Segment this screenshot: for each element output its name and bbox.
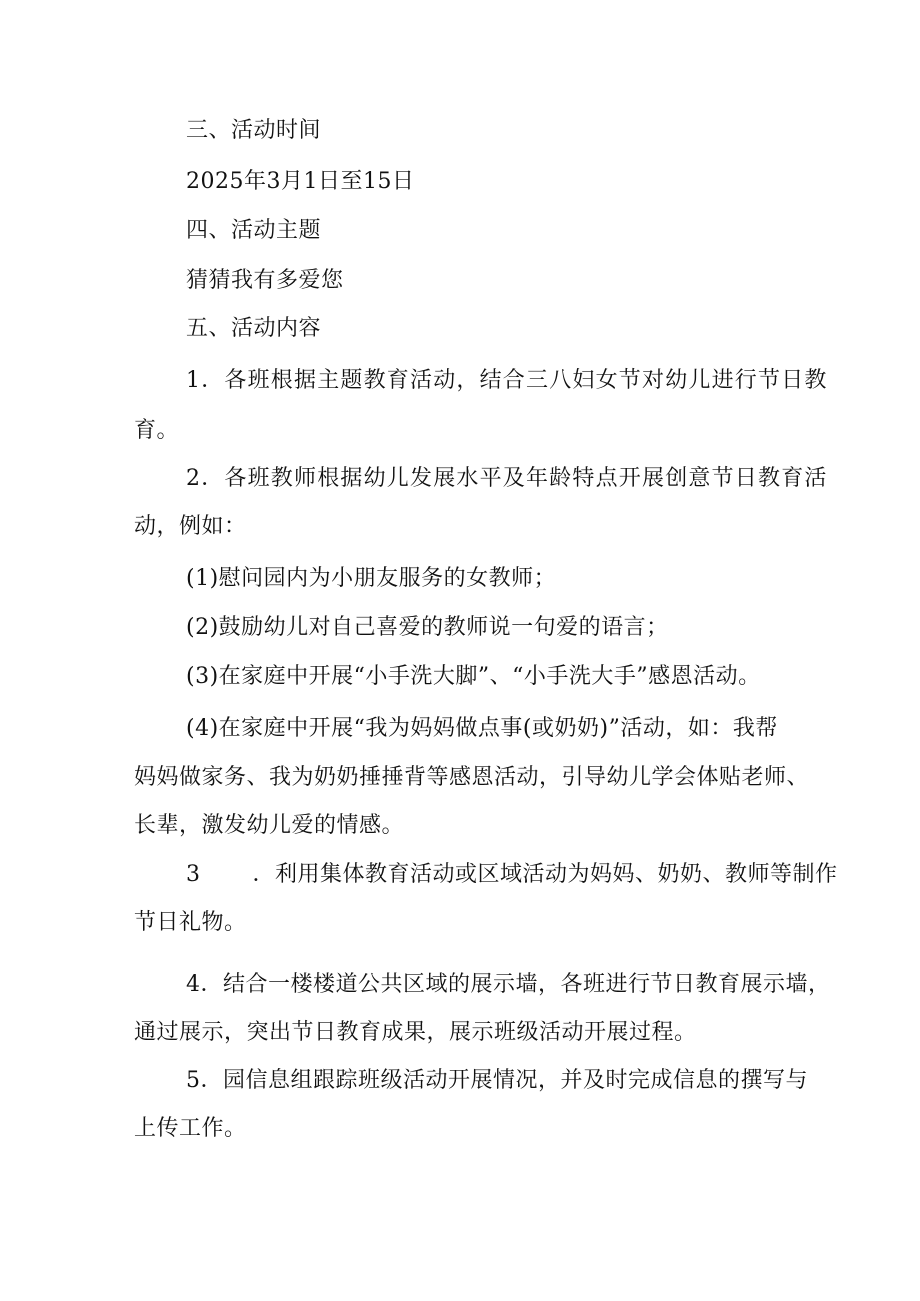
sub-item-2: (2)鼓励幼儿对自己喜爱的教师说一句爱的语言； [186, 615, 669, 640]
section3-heading: 三、活动时间 [186, 118, 322, 143]
item4-line2: 通过展示，突出节日教育成果，展示班级活动开展过程。 [134, 1020, 697, 1045]
activity-theme: 猜猜我有多爱您 [186, 268, 344, 293]
item1-line1: 1．各班根据主题教育活动，结合三八妇女节对幼儿进行节日教 [186, 368, 828, 393]
item3-line1 [186, 862, 838, 888]
section4-heading: 四、活动主题 [186, 218, 322, 243]
item4-line1: 4．结合一楼楼道公共区域的展示墙，各班进行节日教育展示墙， [186, 972, 831, 997]
item2-line2: 动，例如： [134, 514, 247, 539]
item5-line1: 5．园信息组跟踪班级活动开展情况，并及时完成信息的撰写与 [186, 1068, 808, 1093]
item3-text: ．利用集体教育活动或区域活动为妈妈、奶奶、教师等制作 [252, 862, 838, 887]
sub-item-4-line1: (4)在家庭中开展“我为妈妈做点事(或奶奶)”活动，如：我帮 [186, 716, 778, 741]
item2-line1: 2．各班教师根据幼儿发展水平及年龄特点开展创意节日教育活 [186, 466, 828, 491]
sub-item-4-line3: 长辈，激发幼儿爱的情感。 [134, 813, 405, 838]
sub-item-1: (1)慰问园内为小朋友服务的女教师； [186, 566, 557, 591]
item1-line2: 育。 [134, 418, 180, 443]
item3-number: 3 [186, 862, 201, 887]
activity-date: 2025年3月1日至15日 [186, 169, 415, 194]
item3-line2: 节日礼物。 [134, 910, 247, 935]
item5-line2: 上传工作。 [134, 1116, 247, 1141]
sub-item-3: (3)在家庭中开展“小手洗大脚”、“小手洗大手”感恩活动。 [186, 664, 761, 689]
sub-item-4-line2: 妈妈做家务、我为奶奶捶捶背等感恩活动，引导幼儿学会体贴老师、 [134, 765, 810, 790]
section5-heading: 五、活动内容 [186, 316, 322, 341]
